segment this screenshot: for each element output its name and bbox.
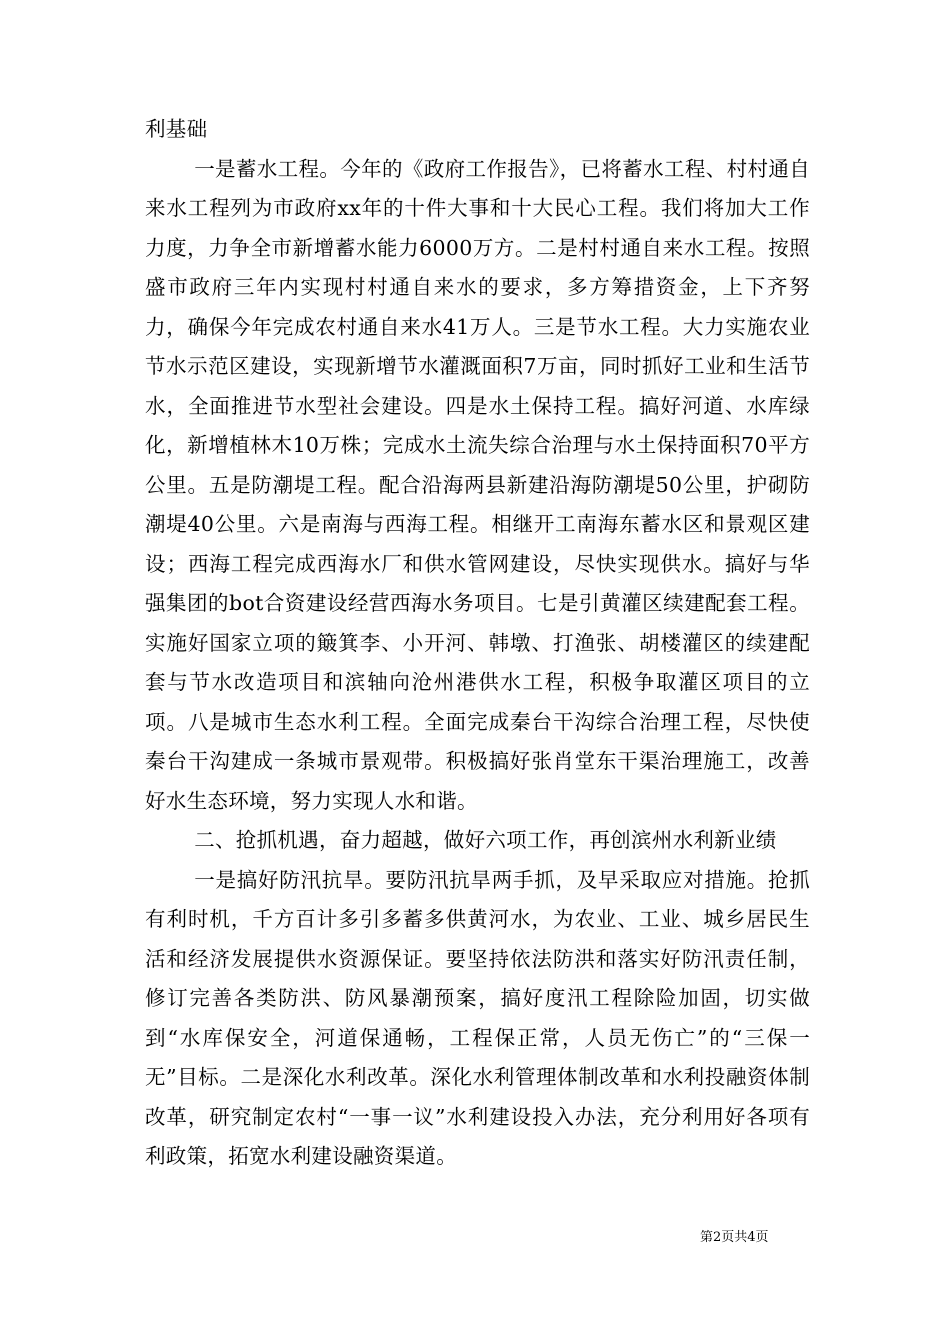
paragraph-4: 一是搞好防汛抗旱。要防汛抗旱两手抓，及早采取应对措施。抢抓有利时机，千方百计多引多蓄多供黄河水，为农业、工业、城乡居民生活和经济发展提供水资源保证。要坚持依法防洪和落实好防汛责任制，修订完善各类防洪、防风暴潮预案，搞好度汛工程除险加固，切实做到“水库保安全，河道保通畅，工程保正常，人员无伤亡”的“三保一无”目标。二是深化水利改革。深化水利管理体制改革和水利投融资体制改革，研究制定农村“一事一议”水利建设投入办法，充分利用好各项有利政策，拓宽水利建设融资渠道。 xyxy=(145,867,810,1168)
document-body xyxy=(145,110,810,1177)
page-number: 第2页共4页 xyxy=(700,1230,769,1245)
paragraph-1: 利基础 xyxy=(145,117,208,141)
paragraph-2: 一是蓄水工程。今年的《政府工作报告》，已将蓄水工程、村村通自来水工程列为市政府xx年的十件大事和十大民心工程。我们将加大工作力度，力争全市新增蓄水能力6000万方。二是村村通自来水工程。按照盛市政府三年内实现村村通自来水的要求，多方筹措资金，上下齐努力，确保今年完成农村通自来水41万人。三是节水工程。大力实施农业节水示范区建设，实现新增节水灌溉面积7万亩，同时抓好工业和生活节水，全面推进节水型社会建设。四是水土保持工程。搞好河道、水库绿化，新增植林木10万株；完成水土流失综合治理与水土保持面积70平方公里。五是防潮堤工程。配合沿海两县新建沿海防潮堤50公里，护砌防潮堤40公里。六是南海与西海工程。相继开工南海东蓄水区和景观区建设；西海工程完成西海水厂和供水管网建设，尽快实现供水。搞好与华强集团的bot合资建设经营西海水务项目。七是引黄灌区续建配套工程。实施好国家立项的簸箕李、小开河、韩墩、打渔张、胡楼灌区的续建配套与节水改造项目和滨轴向沧州港供水工程，积极争取灌区项目的立项。八是城市生态水利工程。全面完成秦台干沟综合治理工程，尽快使秦台干沟建成一条城市景观带。积极搞好张肖堂东干渠治理施工，改善好水生态环境，努力实现人水和谐。 xyxy=(145,156,810,813)
paragraph-3: 二、抢抓机遇，奋力超越，做好六项工作，再创滨州水利新业绩 xyxy=(194,828,777,852)
